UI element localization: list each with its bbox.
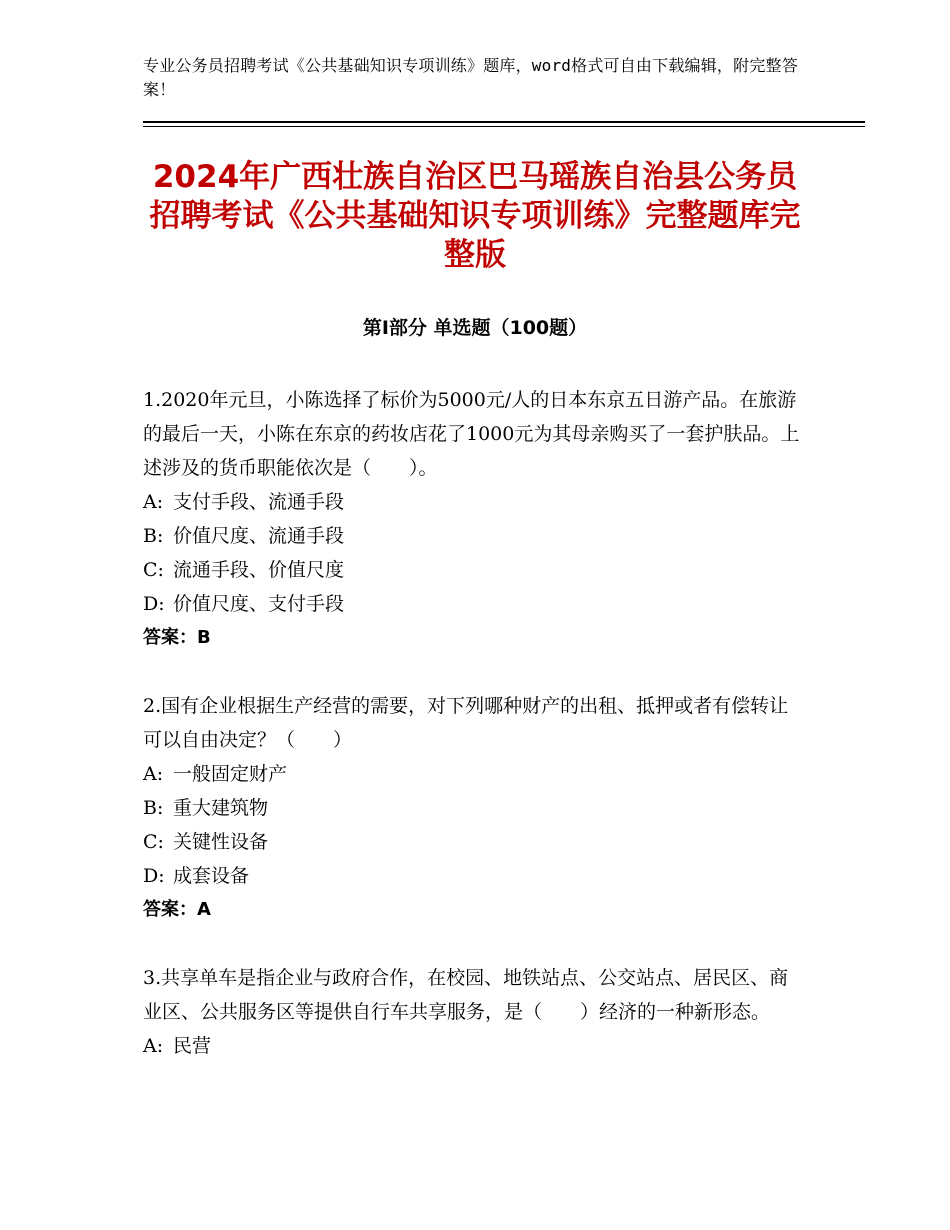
answer: 答案：A — [143, 899, 211, 920]
option-c — [143, 825, 807, 859]
option-a — [143, 757, 807, 791]
option-letter: A: — [143, 1035, 164, 1057]
option-letter: A: — [143, 491, 164, 513]
question-stem: 1.2020年元旦，小陈选择了标价为5000元/人的日本东京五日游产品。在旅游的最后一天，小陈在东京的药妆店花了1000元为其母亲购买了一套护肤品。上述涉及的货币职能依次是（ ）。 — [143, 389, 800, 479]
option-letter: C: — [143, 831, 164, 853]
option-d — [143, 587, 807, 621]
option-text: 价值尺度、支付手段 — [173, 593, 345, 615]
option-text: 支付手段、流通手段 — [173, 491, 345, 513]
option-c — [143, 553, 807, 587]
option-letter: B: — [143, 797, 164, 819]
question-stem: 2.国有企业根据生产经营的需要，对下列哪种财产的出租、抵押或者有偿转让可以自由决定？（ ） — [143, 695, 789, 751]
question-stem: 3.共享单车是指企业与政府合作，在校园、地铁站点、公交站点、居民区、商业区、公共服务区等提供自行车共享服务，是（ ）经济的一种新形态。 — [143, 967, 789, 1023]
question-1 — [143, 383, 807, 655]
question-3 — [143, 961, 807, 1063]
option-text: 价值尺度、流通手段 — [173, 525, 345, 547]
question-2 — [143, 689, 807, 927]
section-title: 第Ⅰ部分 单选题（100题） — [362, 317, 588, 339]
header-note: 专业公务员招聘考试《公共基础知识专项训练》题库，word格式可自由下载编辑，附完整答案！ — [143, 56, 798, 99]
answer: 答案：B — [143, 627, 211, 648]
question-list — [143, 383, 807, 1097]
option-text: 重大建筑物 — [173, 797, 269, 819]
option-a — [143, 1029, 807, 1063]
option-b — [143, 519, 807, 553]
option-letter: C: — [143, 559, 164, 581]
option-d — [143, 859, 807, 893]
option-text: 流通手段、价值尺度 — [173, 559, 345, 581]
option-text: 成套设备 — [173, 865, 250, 887]
option-b — [143, 791, 807, 825]
header-divider-thick — [143, 121, 865, 123]
option-a — [143, 485, 807, 519]
header-divider-thin — [143, 126, 865, 127]
option-letter: B: — [143, 525, 164, 547]
option-text: 一般固定财产 — [173, 763, 288, 785]
document-title: 2024年广西壮族自治区巴马瑶族自治县公务员招聘考试《公共基础知识专项训练》完整题库完整版 — [149, 159, 801, 273]
option-text: 关键性设备 — [173, 831, 269, 853]
option-text: 民营 — [173, 1035, 212, 1057]
option-letter: A: — [143, 763, 164, 785]
option-letter: D: — [143, 593, 165, 615]
option-letter: D: — [143, 865, 165, 887]
